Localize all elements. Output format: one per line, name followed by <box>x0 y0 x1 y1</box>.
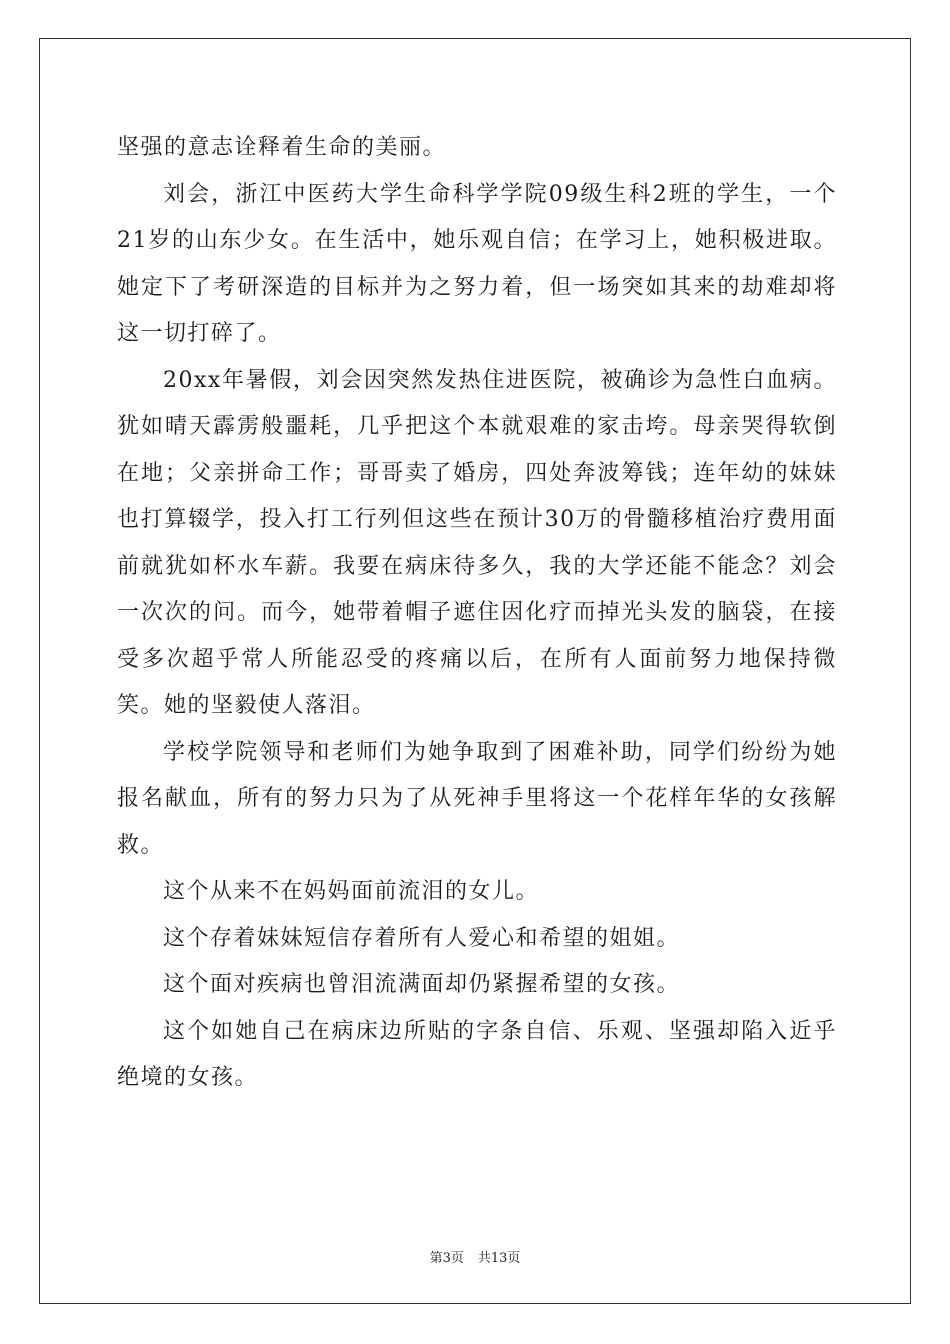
page-number: 第3页 <box>429 1251 464 1266</box>
paragraph-3: 20xx年暑假，刘会因突然发热住进医院，被确诊为急性白血病。犹如晴天霹雳般噩耗，几乎把这个本就艰难的家击垮。母亲哭得软倒在地；父亲拼命工作；哥哥卖了婚房，四处奔波筹钱；连年幼的妹妹也打算辍学，投入打工行列但这些在预计30万的骨髓移植治疗费用面前就犹如杯水车薪。我要在病床待多久，我的大学还能不能念？刘会一次次的问。而今，她带着帽子遮住因化疗而掉光头发的脑袋，在接受多次超乎常人所能忍受的疼痛以后，在所有人面前努力地保持微笑。她的坚毅使人落泪。 <box>117 367 837 718</box>
page-footer <box>0 1247 950 1266</box>
paragraph-6: 这个存着妹妹短信存着所有人爱心和希望的姐姐。 <box>163 925 681 951</box>
page-total: 共13页 <box>477 1251 521 1266</box>
paragraph-1: 坚强的意志诠释着生命的美丽。 <box>117 135 447 160</box>
document-body <box>117 125 837 1102</box>
paragraph-7: 这个面对疾病也曾泪流满面却仍紧握希望的女孩。 <box>163 972 681 997</box>
paragraph-5: 这个从来不在妈妈面前流泪的女儿。 <box>163 879 540 904</box>
paragraph-8: 这个如她自己在病床边所贴的字条自信、乐观、坚强却陷入近乎绝境的女孩。 <box>117 1018 837 1090</box>
paragraph-2: 刘会，浙江中医药大学生命科学学院09级生科2班的学生，一个21岁的山东少女。在生活中，她乐观自信；在学习上，她积极进取。她定下了考研深造的目标并为之努力着，但一场突如其来的劫难却将这一切打碎了。 <box>117 181 837 346</box>
paragraph-4: 学校学院领导和老师们为她争取到了困难补助，同学们纷纷为她报名献血，所有的努力只为了从死神手里将这一个花样年华的女孩解救。 <box>117 739 837 858</box>
